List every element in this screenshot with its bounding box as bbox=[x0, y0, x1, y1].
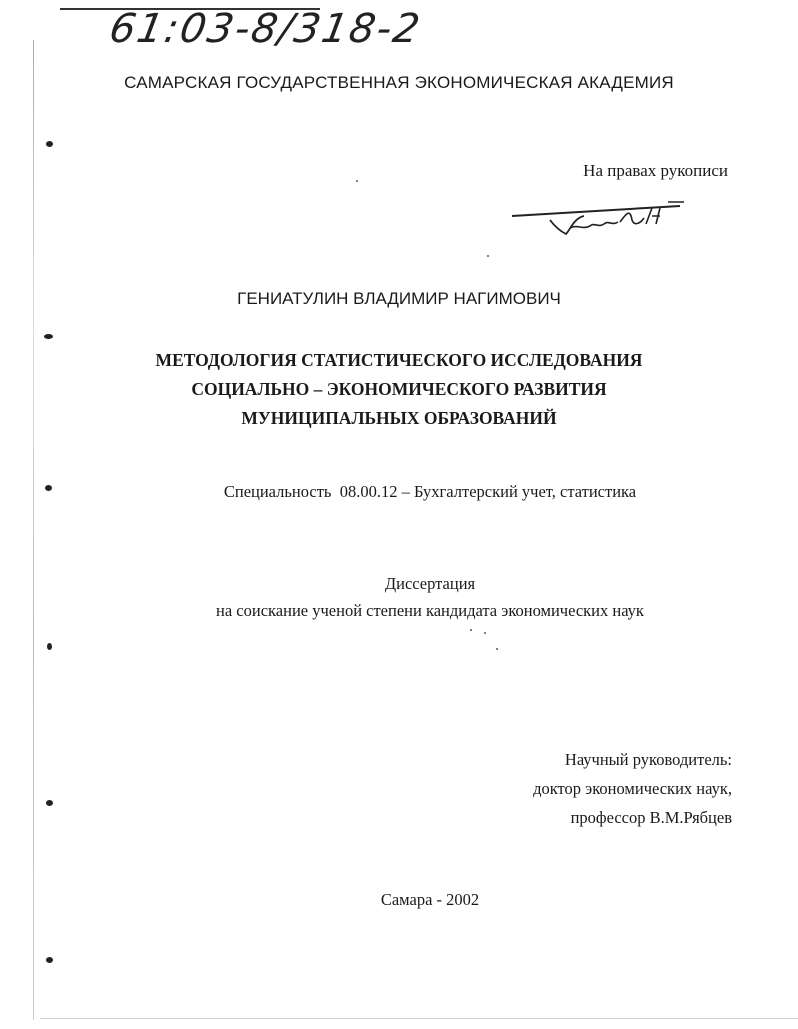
page-bottom-edge bbox=[40, 1018, 798, 1019]
dissertation-title bbox=[0, 346, 798, 433]
title-line: СОЦИАЛЬНО – ЭКОНОМИЧЕСКОГО РАЗВИТИЯ bbox=[191, 379, 607, 399]
author-name: ГЕНИАТУЛИН ВЛАДИМИР НАГИМОВИЧ bbox=[237, 289, 561, 308]
manuscript-rights-label: На правах рукописи bbox=[583, 161, 728, 180]
binding-edge-line bbox=[33, 40, 34, 1020]
title-line: МУНИЦИПАЛЬНЫХ ОБРАЗОВАНИЙ bbox=[241, 408, 557, 428]
binder-hole-mark bbox=[47, 643, 52, 650]
scan-speck bbox=[356, 180, 358, 182]
supervisor-block bbox=[533, 745, 732, 832]
supervisor-name: профессор В.М.Рябцев bbox=[570, 808, 732, 827]
binder-hole-mark bbox=[46, 800, 53, 806]
supervisor-degree: доктор экономических наук, bbox=[533, 779, 732, 798]
degree-description: на соискание ученой степени кандидата экономических наук bbox=[216, 601, 644, 620]
author-signature bbox=[508, 196, 688, 240]
catalog-number: 61:03-8/318-2 bbox=[105, 6, 425, 52]
title-line: МЕТОДОЛОГИЯ СТАТИСТИЧЕСКОГО ИССЛЕДОВАНИЯ bbox=[155, 350, 643, 370]
dissertation-degree-block bbox=[0, 570, 798, 624]
speciality-line: Специальность 08.00.12 – Бухгалтерский учет, статистика bbox=[223, 482, 637, 501]
scan-speck bbox=[487, 255, 489, 257]
supervisor-label: Научный руководитель: bbox=[564, 750, 732, 769]
scan-speck bbox=[470, 629, 472, 631]
scan-speck bbox=[496, 648, 498, 650]
city-and-year: Самара - 2002 bbox=[380, 890, 480, 909]
scan-speck bbox=[484, 632, 486, 634]
binder-hole-mark bbox=[46, 957, 53, 963]
binder-hole-mark bbox=[44, 334, 53, 339]
institution-name: САМАРСКАЯ ГОСУДАРСТВЕННАЯ ЭКОНОМИЧЕСКАЯ АКАДЕМИЯ bbox=[124, 73, 674, 92]
dissertation-heading: Диссертация bbox=[384, 574, 476, 593]
binder-hole-mark bbox=[46, 141, 53, 147]
